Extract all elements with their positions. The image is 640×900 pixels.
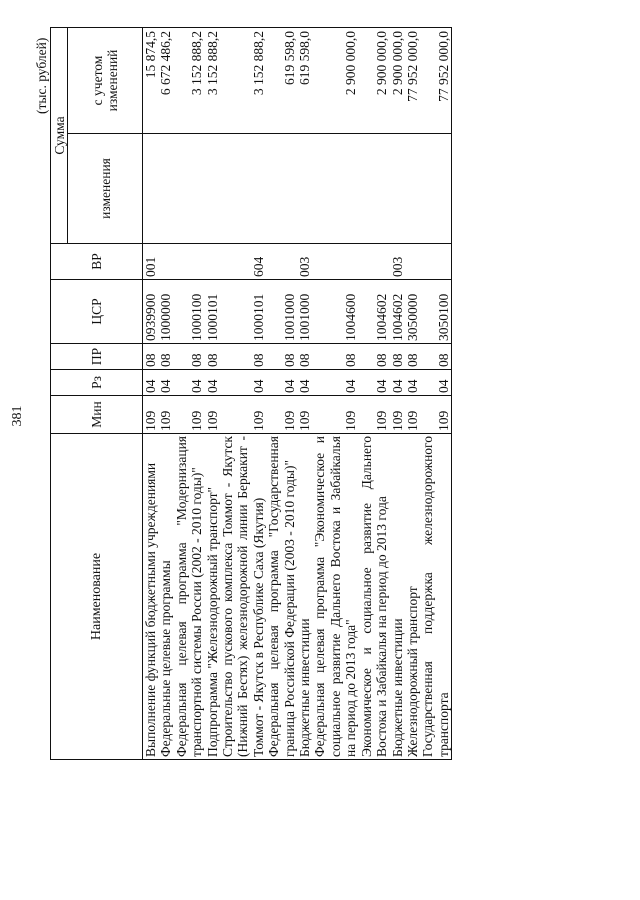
row-rz: 04 <box>359 370 390 396</box>
row-rz: 04 <box>220 370 266 396</box>
header-sum: Сумма <box>51 27 68 243</box>
row-rz: 04 <box>420 370 451 396</box>
header-min: Мин <box>51 396 143 434</box>
table-row <box>297 27 312 759</box>
row-pr: 08 <box>174 344 205 370</box>
row-csr: 1000101 <box>220 280 266 344</box>
row-name: Федеральная целевая программа "Модернизация транспортной системы России (2002 - 2010 годы)" <box>173 436 205 757</box>
table-row <box>420 27 451 759</box>
row-csr: 1000100 <box>174 280 205 344</box>
row-total: 77 952 000,0 <box>405 27 420 133</box>
row-changes <box>220 134 266 244</box>
row-changes <box>390 134 405 244</box>
row-total: 15 874,5 <box>143 27 159 133</box>
row-changes <box>420 134 451 244</box>
row-total: 3 152 888,2 <box>205 27 220 133</box>
row-changes <box>359 134 390 244</box>
page-number: 381 <box>10 405 25 427</box>
row-min: 109 <box>390 396 405 434</box>
table-row <box>266 27 297 759</box>
row-vr <box>266 244 297 280</box>
row-min: 109 <box>420 396 451 434</box>
row-rz: 04 <box>143 370 159 396</box>
row-pr: 08 <box>266 344 297 370</box>
row-rz: 04 <box>390 370 405 396</box>
row-changes <box>143 134 159 244</box>
table-row <box>405 27 420 759</box>
row-rz: 04 <box>266 370 297 396</box>
row-min: 109 <box>158 396 173 434</box>
row-total: 619 598,0 <box>266 27 297 133</box>
row-rz: 04 <box>174 370 205 396</box>
row-name: Федеральная целевая программа "Государственная граница Российской Федерации (2003 - 2010 годы)" <box>266 436 297 757</box>
row-changes <box>405 134 420 244</box>
row-rz: 04 <box>158 370 173 396</box>
row-vr <box>158 244 173 280</box>
row-min: 109 <box>143 396 159 434</box>
row-name: Бюджетные инвестиции <box>389 618 405 757</box>
row-csr: 1004602 <box>359 280 390 344</box>
row-min: 109 <box>297 396 312 434</box>
row-name: Подпрограмма "Железнодорожный транспорт" <box>204 486 220 757</box>
row-pr: 08 <box>143 344 159 370</box>
row-min: 109 <box>220 396 266 434</box>
table-row <box>143 27 159 759</box>
row-min: 109 <box>359 396 390 434</box>
row-rz: 04 <box>405 370 420 396</box>
row-min: 109 <box>205 396 220 434</box>
header-vr: ВР <box>51 244 143 280</box>
row-name: Федеральные целевые программы <box>158 560 174 757</box>
row-min: 109 <box>312 396 358 434</box>
row-rz: 04 <box>297 370 312 396</box>
row-vr <box>174 244 205 280</box>
row-csr: 1001000 <box>297 280 312 344</box>
table-row <box>158 27 173 759</box>
row-total: 619 598,0 <box>297 27 312 133</box>
table-row <box>205 27 220 759</box>
row-csr: 1001000 <box>266 280 297 344</box>
row-rz: 04 <box>205 370 220 396</box>
row-pr: 08 <box>359 344 390 370</box>
row-changes <box>312 134 358 244</box>
row-pr: 08 <box>405 344 420 370</box>
row-pr: 08 <box>297 344 312 370</box>
header-with-changes: с учетом изменений <box>68 27 143 133</box>
row-name: Выполнение функций бюджетными учреждениями <box>143 462 158 757</box>
table-row <box>174 27 205 759</box>
row-total: 3 152 888,2 <box>174 27 205 133</box>
table-row <box>220 27 266 759</box>
row-name: Федеральная целевая программа "Экономическое и социальное развитие Дальнего Востока и Забайкалья на период до 2013 года" <box>312 436 359 757</box>
row-changes <box>158 134 173 244</box>
budget-table <box>50 27 452 760</box>
table-row <box>312 27 358 759</box>
row-pr: 08 <box>312 344 358 370</box>
row-changes <box>297 134 312 244</box>
row-total: 77 952 000,0 <box>420 27 451 133</box>
row-csr: 1000000 <box>158 280 173 344</box>
row-name: Бюджетные инвестиции <box>297 618 313 757</box>
row-pr: 08 <box>205 344 220 370</box>
row-name: Строительство пускового комплекса Томмот - Якутск (Нижний Бестях) железнодорожной линии Беркакит - Томмот - Якутск в Республике Саха (Якутия) <box>220 436 266 757</box>
row-vr: 001 <box>143 244 159 280</box>
row-pr: 08 <box>390 344 405 370</box>
row-vr <box>205 244 220 280</box>
row-min: 109 <box>174 396 205 434</box>
row-rz: 04 <box>312 370 358 396</box>
row-csr: 0939900 <box>143 280 159 344</box>
row-vr <box>420 244 451 280</box>
row-csr: 1000101 <box>205 280 220 344</box>
row-csr: 3050000 <box>405 280 420 344</box>
row-total: 3 152 888,2 <box>220 27 266 133</box>
table-row <box>359 27 390 759</box>
units-note: (тыс. рублей) <box>34 37 49 114</box>
row-changes <box>205 134 220 244</box>
header-pr: ПР <box>51 344 143 370</box>
header-rz: Рз <box>51 370 143 396</box>
row-csr: 3050100 <box>420 280 451 344</box>
row-pr: 08 <box>158 344 173 370</box>
row-vr: 003 <box>297 244 312 280</box>
row-changes <box>266 134 297 244</box>
row-csr: 1004600 <box>312 280 358 344</box>
row-name: Железнодорожный транспорт <box>404 586 420 757</box>
row-total: 2 900 000,0 <box>312 27 358 133</box>
row-pr: 08 <box>220 344 266 370</box>
row-pr: 08 <box>420 344 451 370</box>
row-name: Экономическое и социальное развитие Дальнего Востока и Забайкалья на период до 2013 года <box>358 436 390 757</box>
row-vr <box>312 244 358 280</box>
header-changes: изменения <box>68 134 143 244</box>
row-total: 2 900 000,0 <box>390 27 405 133</box>
row-csr: 1004602 <box>390 280 405 344</box>
row-vr: 003 <box>390 244 405 280</box>
table-body <box>143 27 452 759</box>
row-vr <box>405 244 420 280</box>
row-min: 109 <box>405 396 420 434</box>
header-csr: ЦСР <box>51 280 143 344</box>
row-changes <box>174 134 205 244</box>
row-total: 6 672 486,2 <box>158 27 173 133</box>
row-min: 109 <box>266 396 297 434</box>
row-vr: 604 <box>220 244 266 280</box>
row-vr <box>359 244 390 280</box>
header-name: Наименование <box>51 434 143 760</box>
row-name: Государственная поддержка железнодорожного транспорта <box>420 436 451 757</box>
row-total: 2 900 000,0 <box>359 27 390 133</box>
table-row <box>390 27 405 759</box>
